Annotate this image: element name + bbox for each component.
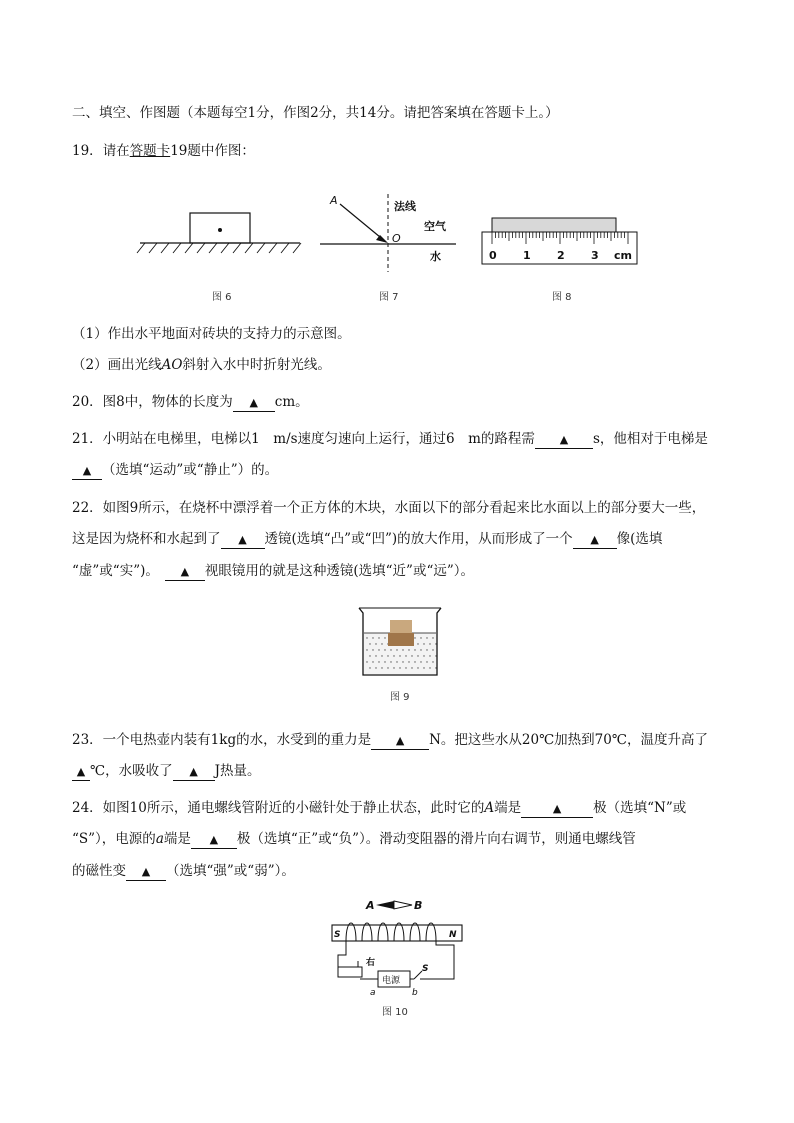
q19-sub1: （1）作出水平地面对砖块的支持力的示意图。: [72, 326, 351, 342]
q21-blank-2[interactable]: [72, 462, 102, 480]
q23-blank-3[interactable]: [173, 763, 215, 781]
q19-sub2-b: 斜射入水中时折射光线。: [182, 357, 331, 373]
q22-blank-3[interactable]: [165, 563, 205, 581]
question-22-line3: [72, 562, 474, 581]
q19-sub2: [72, 356, 331, 374]
tick-label-0: 0: [489, 249, 497, 262]
figure-10: [328, 895, 468, 1000]
answer-card-link: 答题卡: [129, 143, 171, 159]
question-21: [72, 430, 708, 449]
rheostat: [338, 967, 362, 977]
terminal-b-label: b: [412, 988, 418, 998]
q23-marker-1: ▲: [395, 734, 405, 747]
q21-marker-2: ▲: [82, 464, 92, 477]
needle-label-b: B: [414, 899, 423, 912]
tick-label-2: 2: [557, 249, 565, 262]
q24-text-f: 极（选填“正”或“负”）。滑动变阻器的滑片向右调节，则通电螺线管: [236, 831, 636, 847]
q24-text-g: 的磁性变: [72, 863, 126, 879]
label-air: 空气: [424, 220, 446, 233]
figure-7: [318, 192, 458, 272]
needle-label-a: A: [366, 899, 375, 912]
question-23: [72, 731, 708, 750]
q23-text-b: N。把这些水从20℃加热到70℃，温度升高了: [429, 732, 708, 748]
label-a: A: [330, 194, 338, 207]
q24-text-h: （选填“强”或“弱”）。: [166, 863, 295, 879]
figure-6: [135, 185, 305, 265]
tick-label-3: 3: [591, 249, 599, 262]
needle-dark-half: [376, 901, 394, 909]
q21-text-a: 21．小明站在电梯里，电梯以1 m/s速度匀速向上运行，通过6 m的路程需: [72, 431, 535, 447]
q21-marker-1: ▲: [559, 433, 569, 446]
figure-6-caption: 图 6: [212, 292, 232, 303]
question-24-line3: [72, 862, 295, 881]
q20-blank[interactable]: [233, 394, 275, 412]
terminal-a-label: a: [370, 988, 376, 998]
figure-9: [355, 605, 445, 680]
solenoid-core: [332, 925, 462, 941]
label-normal: 法线: [394, 200, 416, 213]
q24-blank-3[interactable]: [126, 863, 166, 881]
q20-marker: ▲: [249, 396, 259, 409]
q23-blank-2[interactable]: [72, 763, 90, 781]
switch-lever: [414, 971, 422, 979]
q24-blank-2[interactable]: [191, 831, 237, 849]
q24-text-c: 极（选填“N”或: [593, 800, 687, 816]
q21-blank-1[interactable]: [535, 431, 593, 449]
q23-marker-2: ▲: [76, 765, 86, 778]
figure-9-caption: 图 9: [390, 692, 410, 703]
q23-blank-1[interactable]: [371, 732, 429, 750]
q19-sub2-a: （2）画出光线: [72, 357, 162, 373]
label-water: 水: [430, 250, 441, 263]
figure-10-caption: 图 10: [382, 1007, 408, 1018]
q24-text-d: “S”），电源的: [72, 831, 156, 847]
needle-light-half: [394, 901, 412, 909]
source-label: 电源: [382, 976, 401, 986]
core-right-label: N: [449, 930, 457, 940]
question-21-line2: [72, 461, 278, 480]
q22-blank-2[interactable]: [573, 531, 617, 549]
q22-marker-2: ▲: [590, 533, 599, 546]
ground-hatch: [137, 243, 301, 253]
q23-marker-3: ▲: [189, 765, 198, 778]
q23-text-a: 23．一个电热壶内装有1kg的水，水受到的重力是: [72, 732, 372, 748]
q19-text-b: 19题中作图：: [170, 143, 255, 159]
q24-italic-a2: a: [155, 831, 164, 847]
question-24-line2: [72, 830, 636, 849]
q22-blank-1[interactable]: [221, 531, 265, 549]
q22-text-f: 视眼镜用的就是这种透镜(选填“近”或“远”）。: [204, 563, 474, 579]
q19-number: 19．: [72, 143, 103, 159]
q24-marker-3: ▲: [141, 865, 151, 878]
q24-text-e: 端是: [163, 831, 191, 847]
q19-sub2-ao: AO: [161, 357, 183, 373]
measured-object: [492, 218, 616, 232]
q19-text-a: 请在: [102, 143, 130, 159]
q22-text-b: 这是因为烧杯和水起到了: [72, 531, 221, 547]
figure-8-caption: 图 8: [552, 292, 572, 303]
q22-text-e: “虚”或“实”)。: [72, 563, 159, 579]
q24-marker-1: ▲: [552, 802, 562, 815]
q22-text-d: 像(选填: [616, 531, 663, 547]
tick-label-1: 1: [523, 249, 531, 262]
figure-8: [480, 215, 640, 270]
q23-text-c: ℃，水吸收了: [90, 763, 173, 779]
unit-label: cm: [614, 249, 632, 262]
figure-7-caption: 图 7: [379, 292, 399, 303]
q23-text-d: J热量。: [214, 763, 261, 779]
question-22-line2: [72, 530, 662, 549]
ray-arrow: [376, 235, 388, 243]
section-title: 二、填空、作图题（本题每空1分，作图2分，共14分。请把答案填在答题卡上。）: [72, 105, 559, 121]
core-left-label: S: [334, 930, 341, 940]
q24-blank-1[interactable]: [521, 800, 593, 818]
question-24: [72, 799, 686, 818]
q22-marker-1: ▲: [238, 533, 247, 546]
q20-text-b: cm。: [274, 394, 309, 410]
q22-text-c: 透镜(选填“凸”或“凹”)的放大作用，从而形成了一个: [264, 531, 573, 547]
rheostat-label: 右: [366, 958, 376, 968]
question-19: [72, 142, 255, 160]
center-dot: [218, 228, 222, 232]
q20-text-a: 20．图8中，物体的长度为: [72, 394, 233, 410]
q21-text-b: s，他相对于电梯是: [592, 431, 708, 447]
wood-block-bottom: [388, 633, 414, 646]
switch-label: S: [422, 964, 429, 974]
q24-text-a: 24．如图10所示，通电螺线管附近的小磁针处于静止状态，此时它的: [72, 800, 485, 816]
q22-marker-3: ▲: [180, 565, 190, 578]
question-20: [72, 393, 309, 412]
q24-italic-a: A: [484, 800, 495, 816]
question-22: 22．如图9所示，在烧杯中漂浮着一个正方体的木块，水面以下的部分看起来比水面以上的部分要大一些，: [72, 500, 706, 516]
q24-text-b: 端是: [494, 800, 522, 816]
wood-block-top: [390, 620, 412, 633]
question-23-line2: [72, 762, 261, 781]
label-o: O: [392, 232, 401, 245]
q24-marker-2: ▲: [209, 833, 219, 846]
q21-text-c: （选填“运动”或“静止”）的。: [102, 462, 279, 478]
